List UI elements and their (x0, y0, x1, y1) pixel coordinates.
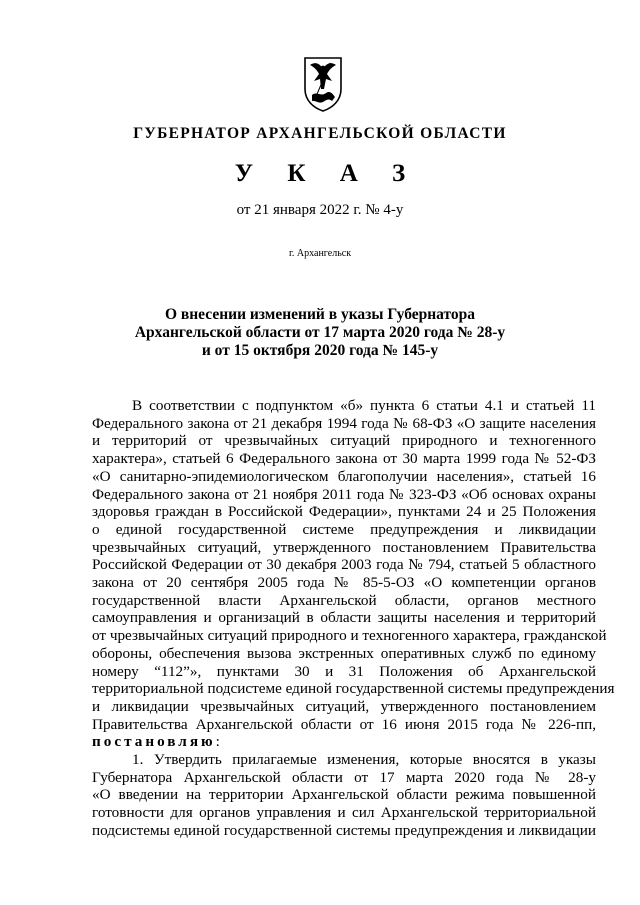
city: г. Архангельск (288, 248, 352, 259)
body-line: закона от 20 сентября 2005 года № 85-5-ОЗ «О компетенции органов (92, 574, 596, 592)
body-line: обороны, обеспечения вызова экстренных оперативных служб по единому (92, 644, 596, 662)
decree-body (92, 397, 615, 840)
issuing-authority: ГУБЕРНАТОР АРХАНГЕЛЬСКОЙ ОБЛАСТИ (133, 125, 507, 142)
body-line: готовности для органов управления и сил Архангельской территориальной (92, 804, 596, 822)
body-line: о единой государственной системе предупреждения и ликвидации (92, 520, 596, 538)
title-line: Архангельской области от 17 марта 2020 года № 28-у (134, 324, 506, 341)
title-line: и от 15 октября 2020 года № 145-у (201, 342, 439, 359)
body-line: номеру “112”», пунктами 30 и 31 Положения об Архангельской (92, 662, 596, 680)
document-type: У К А З (234, 160, 420, 187)
body-line: Губернатора Архангельской области от 17 марта 2020 года № 28-у (92, 768, 596, 786)
body-line: и территорий от чрезвычайных ситуаций природного и техногенного (92, 432, 596, 450)
body-line: характера», статьей 6 Федерального закона от 30 марта 1999 года № 52-ФЗ (92, 450, 596, 468)
resolve-colon: : (215, 733, 220, 751)
body-line: здоровья граждан в Российской Федерации», пунктами 24 и 25 Положения (92, 503, 596, 521)
body-line: и ликвидации чрезвычайных ситуаций, утвержденного постановлением (92, 697, 596, 715)
title-line: О внесении изменений в указы Губернатора (164, 306, 476, 323)
body-line: Правительства Архангельской области от 16 июня 2015 года № 226-пп, (92, 715, 596, 733)
body-line: «О санитарно-эпидемиологическом благополучии населения», статьей 16 (92, 467, 596, 485)
body-line: Федерального закона от 21 ноября 2011 года № 323-ФЗ «Об основах охраны (92, 485, 596, 503)
body-line: подсистемы единой государственной системы предупреждения и ликвидации (92, 821, 596, 839)
body-line: территориальной подсистеме единой государственной системы предупреждения (92, 680, 615, 698)
resolve-word: постановляю (92, 733, 216, 751)
resolve-line (92, 733, 596, 751)
body-line: самоуправления и организаций в области защиты населения и территорий (92, 609, 596, 627)
coat-of-arms-icon (302, 55, 344, 113)
body-line: Российской Федерации от 30 декабря 2003 года № 794, статьей 5 областного (92, 556, 596, 574)
body-line: В соответствии с подпунктом «б» пункта 6 статьи 4.1 и статьей 11 (132, 397, 596, 414)
body-line: Федерального закона от 21 декабря 1994 года № 68-ФЗ «О защите населения (92, 414, 596, 432)
decree-title (0, 306, 640, 360)
body-line: от чрезвычайных ситуаций природного и техногенного характера, гражданской (92, 627, 607, 645)
body-line: чрезвычайных ситуаций, утвержденного постановлением Правительства (92, 538, 596, 556)
body-line: 1. Утвердить прилагаемые изменения, которые вносятся в указы (132, 751, 596, 769)
body-line: «О введении на территории Архангельской области режима повышенной (92, 786, 596, 804)
body-line: государственной власти Архангельской области, органов местного (92, 591, 596, 609)
date-and-number: от 21 января 2022 г. № 4-у (236, 202, 404, 218)
